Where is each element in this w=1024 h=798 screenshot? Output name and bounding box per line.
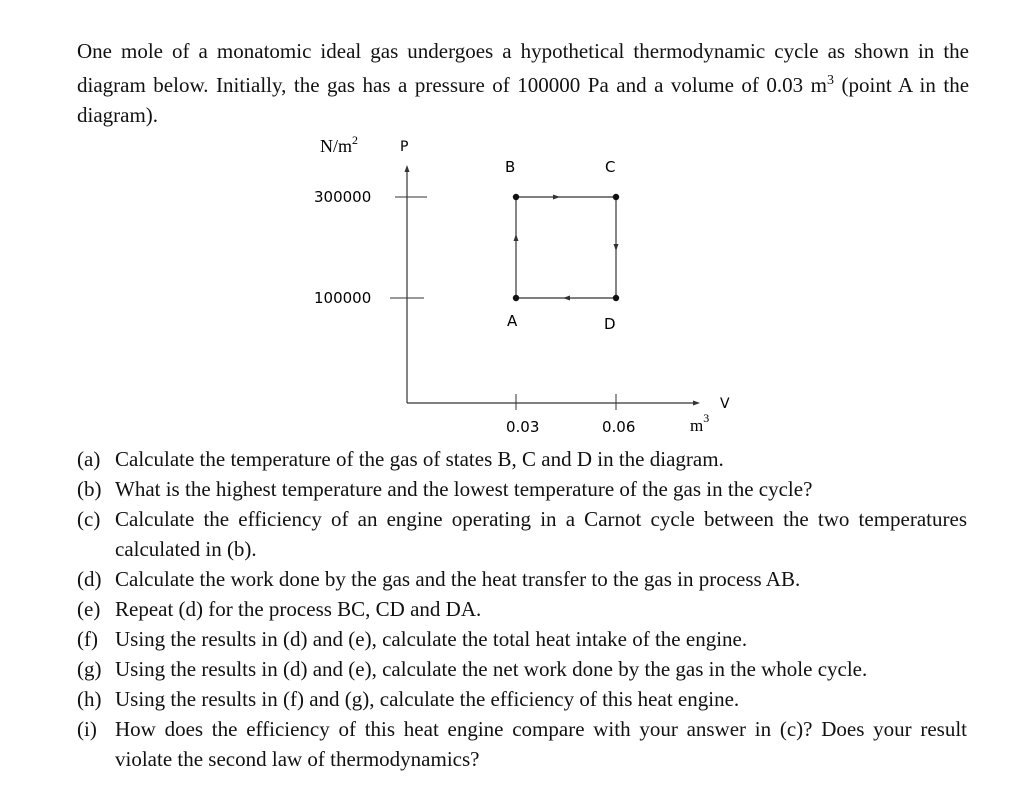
point-d-marker — [613, 295, 619, 301]
question-item — [77, 444, 967, 474]
point-b-marker — [513, 194, 519, 200]
question-label: (c) — [77, 507, 101, 531]
process-cd-arrow — [614, 244, 619, 251]
problem-statement — [77, 36, 969, 130]
x-axis-unit-exp: 3 — [703, 411, 710, 425]
question-item — [77, 564, 967, 594]
question-item — [77, 684, 967, 714]
question-item — [77, 654, 967, 684]
y-tick-label-300000: 300000 — [314, 188, 372, 206]
point-a-label: A — [507, 312, 518, 330]
question-item — [77, 504, 967, 564]
problem-intro-unit-exp: 3 — [827, 73, 835, 88]
problem-intro-part2: (point A in the diagram). — [77, 73, 970, 127]
point-c-marker — [613, 194, 619, 200]
x-axis-unit — [690, 411, 709, 435]
x-tick-label-0.03: 0.03 — [506, 418, 540, 436]
question-text: Using the results in (f) and (g), calculate the efficiency of this heat engine. — [115, 687, 740, 711]
x-tick-label-0.06: 0.06 — [602, 418, 636, 436]
problem-intro-part1: One mole of a monatomic ideal gas undergoes a hypothetical thermodynamic cycle as shown in the diagram below. Initially, the gas has a pressure of 100000 Pa and a volume of 0.03 — [77, 39, 969, 97]
question-label: (d) — [77, 567, 102, 591]
question-item — [77, 474, 967, 504]
question-label: (a) — [77, 447, 101, 471]
question-list — [77, 444, 967, 774]
y-axis-unit-base: N/m — [320, 136, 353, 156]
y-axis-arrow — [405, 165, 410, 172]
problem-intro-unit-base: m — [810, 73, 828, 97]
question-label: (b) — [77, 477, 102, 501]
question-label: (h) — [77, 687, 102, 711]
y-axis-unit-exp: 2 — [352, 133, 359, 147]
question-label: (g) — [77, 657, 102, 681]
x-axis-unit-base: m — [690, 416, 704, 435]
question-text: What is the highest temperature and the lowest temperature of the gas in the cycle? — [115, 477, 813, 501]
y-tick-label-100000: 100000 — [314, 289, 372, 307]
point-a-marker — [513, 295, 519, 301]
point-d-label: D — [604, 315, 616, 333]
question-text: Calculate the efficiency of an engine operating in a Carnot cycle between the two temperatures calculated in (b). — [115, 507, 967, 561]
question-label: (e) — [77, 597, 101, 621]
question-item — [77, 594, 967, 624]
point-c-label: C — [605, 158, 616, 176]
process-da-arrow — [563, 296, 570, 301]
y-axis-label: P — [400, 139, 409, 155]
question-text: Using the results in (d) and (e), calculate the total heat intake of the engine. — [115, 627, 748, 651]
question-text: Calculate the work done by the gas and the heat transfer to the gas in process AB. — [115, 567, 801, 591]
question-text: Using the results in (d) and (e), calculate the net work done by the gas in the whole cycle. — [115, 657, 868, 681]
x-axis-label: V — [720, 396, 730, 412]
point-b-label: B — [505, 158, 516, 176]
question-text: Repeat (d) for the process BC, CD and DA. — [115, 597, 482, 621]
x-axis-arrow — [693, 401, 700, 406]
question-text: How does the efficiency of this heat engine compare with your answer in (c)? Does your result violate the second law of thermodynamics? — [115, 717, 967, 771]
process-bc-arrow — [553, 195, 560, 200]
question-text: Calculate the temperature of the gas of states B, C and D in the diagram. — [115, 447, 724, 471]
y-axis-unit — [320, 133, 358, 156]
question-item — [77, 714, 967, 774]
question-label: (i) — [77, 717, 97, 741]
process-ab-arrow — [514, 234, 519, 241]
problem-intro-unit — [811, 73, 834, 97]
question-label: (f) — [77, 627, 98, 651]
question-item — [77, 624, 967, 654]
